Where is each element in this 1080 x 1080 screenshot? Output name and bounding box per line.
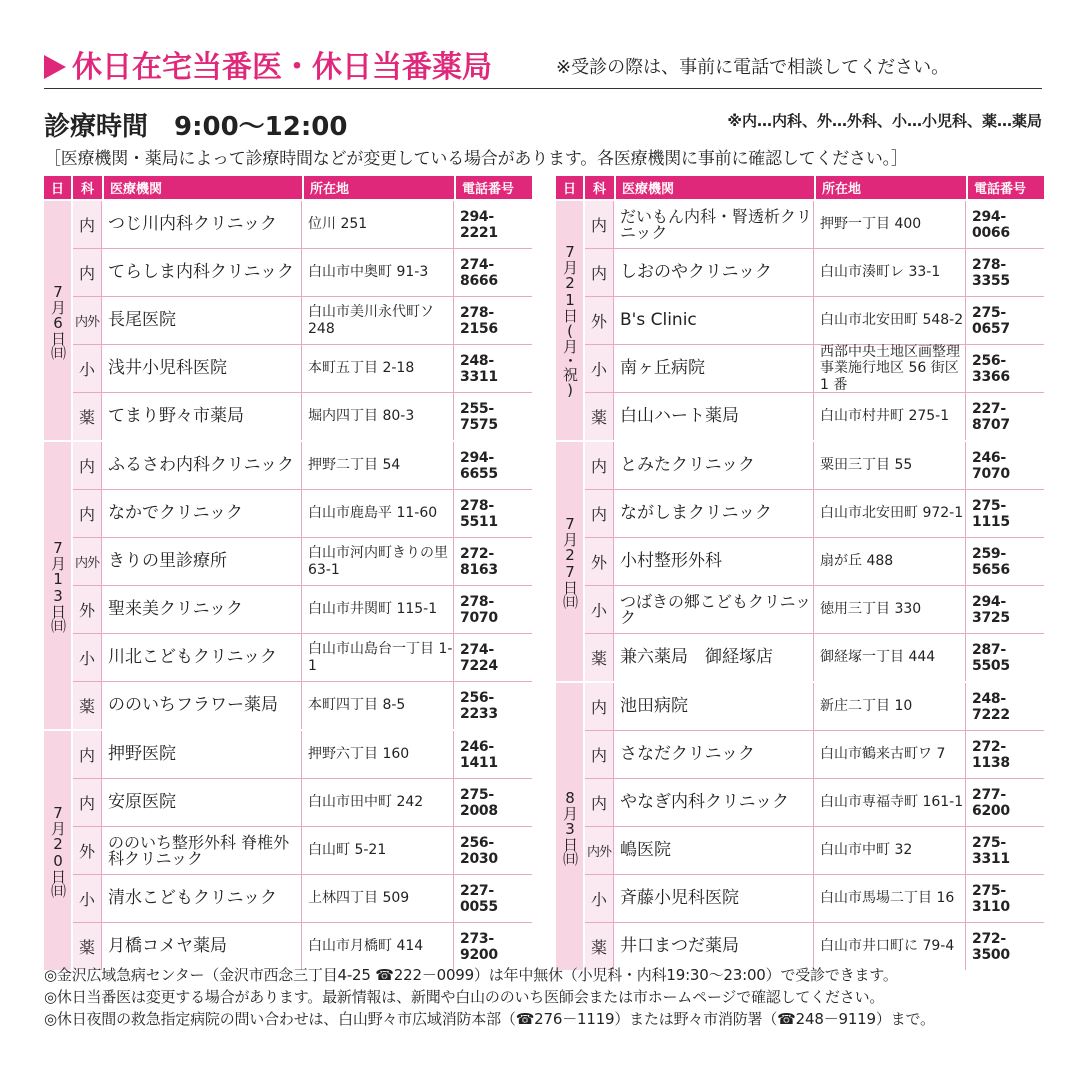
address-cell: 白山市馬場二丁目 16 — [814, 875, 966, 922]
phone-cell: 278-2156 — [460, 304, 498, 337]
institution-cell: つばきの郷こどもクリニック — [614, 586, 814, 633]
table-row — [73, 586, 532, 634]
day-group — [44, 729, 532, 970]
table-row — [585, 393, 1044, 440]
address-cell: 白山市井口町に 79-4 — [814, 923, 966, 970]
day-label: 7月27日㈰ — [561, 515, 579, 608]
institution-cell: だいもん内科・腎透析クリニック — [614, 201, 814, 248]
table-row — [73, 923, 532, 970]
table-row — [585, 683, 1044, 731]
day-cell — [556, 442, 583, 681]
address-cell: 白山市月橋町 414 — [302, 923, 454, 970]
address-cell: 白山町 5-21 — [302, 827, 454, 874]
day-rows — [73, 731, 532, 970]
department-cell: 内 — [585, 249, 614, 296]
table-row — [73, 875, 532, 923]
phone-cell: 246-1411 — [460, 738, 498, 771]
institution-cell: きりの里診療所 — [102, 538, 302, 585]
day-group — [556, 681, 1044, 970]
institution-cell: 押野医院 — [102, 731, 302, 778]
table-row — [585, 297, 1044, 345]
address-cell: 白山市井関町 115-1 — [302, 586, 454, 633]
phone-cell: 275-2008 — [460, 786, 498, 819]
department-cell: 内 — [73, 201, 102, 248]
schedule-table-left — [44, 176, 532, 970]
address-cell: 本町四丁目 8-5 — [302, 682, 454, 729]
table-row — [585, 586, 1044, 634]
address-cell: 徳用三丁目 330 — [814, 586, 966, 633]
phone-cell: 227-8707 — [972, 400, 1010, 433]
institution-cell: やなぎ内科クリニック — [614, 779, 814, 826]
address-cell: 白山市村井町 275-1 — [814, 393, 966, 440]
page-title — [44, 42, 492, 86]
abbreviation-legend: ※内…内科、外…外科、小…小児科、薬…薬局 — [727, 112, 1042, 130]
footer-note: ◎休日夜間の救急指定病院の問い合わせは、白山野々市広域消防本部（☎276－1119）または野々市消防署（☎248－9119）まで。 — [44, 1010, 935, 1028]
address-cell: 白山市鹿島平 11-60 — [302, 490, 454, 537]
department-cell: 薬 — [585, 393, 614, 440]
department-cell: 内 — [585, 779, 614, 826]
day-label: 7月21日(月・祝) — [561, 243, 579, 398]
phone-cell: 272-1138 — [972, 738, 1010, 771]
day-label: 7月20日㈰ — [49, 804, 67, 897]
header-address: 所在地 — [304, 176, 456, 199]
address-cell: 新庄二丁目 10 — [814, 683, 966, 730]
department-cell: 外 — [73, 586, 102, 633]
phone-cell: 227-0055 — [460, 882, 498, 915]
department-cell: 小 — [585, 875, 614, 922]
institution-cell: 浅井小児科医院 — [102, 345, 302, 392]
address-cell: 白山市北安田町 548-2 — [814, 297, 966, 344]
institution-cell: 南ヶ丘病院 — [614, 345, 814, 392]
consultation-hours: 診療時間 9:00〜12:00 — [44, 112, 348, 142]
department-cell: 外 — [585, 538, 614, 585]
table-row — [73, 682, 532, 729]
table-row — [73, 538, 532, 586]
address-cell: 粟田三丁目 55 — [814, 442, 966, 489]
phone-cell: 275-1115 — [972, 497, 1010, 530]
institution-cell: しおのやクリニック — [614, 249, 814, 296]
phone-cell: 274-7224 — [460, 641, 498, 674]
day-rows — [73, 442, 532, 729]
header-phone: 電話番号 — [456, 176, 532, 199]
header-day: 日 — [556, 176, 585, 199]
department-cell: 薬 — [73, 923, 102, 970]
institution-cell: ののいち整形外科 脊椎外科クリニック — [102, 827, 302, 874]
table-row — [73, 779, 532, 827]
department-cell: 薬 — [585, 923, 614, 970]
table-row — [73, 490, 532, 538]
notice-text: ［医療機関・薬局によって診療時間などが変更している場合があります。各医療機関に事前に確認してください。］ — [44, 149, 908, 169]
page-title-text: 休日在宅当番医・休日当番薬局 — [72, 50, 492, 85]
address-cell: 上林四丁目 509 — [302, 875, 454, 922]
header-dept: 科 — [73, 176, 104, 199]
day-group — [44, 440, 532, 729]
day-label: 7月6日㈰ — [49, 282, 67, 359]
phone-cell: 294-3725 — [972, 593, 1010, 626]
department-cell: 小 — [585, 586, 614, 633]
institution-cell: てまり野々市薬局 — [102, 393, 302, 440]
day-label: 7月13日㈰ — [49, 539, 67, 632]
table-row — [585, 201, 1044, 249]
phone-cell: 256-3366 — [972, 352, 1010, 385]
day-cell — [556, 683, 583, 970]
department-cell: 外 — [73, 827, 102, 874]
institution-cell: 井口まつだ薬局 — [614, 923, 814, 970]
address-cell: 扇が丘 488 — [814, 538, 966, 585]
address-cell: 白山市河内町きりの里 63-1 — [302, 538, 454, 585]
address-cell: 白山市田中町 242 — [302, 779, 454, 826]
phone-cell: 256-2030 — [460, 834, 498, 867]
page-header — [44, 38, 1042, 89]
phone-cell: 275-0657 — [972, 304, 1010, 337]
department-cell: 内 — [585, 442, 614, 489]
institution-cell: とみたクリニック — [614, 442, 814, 489]
department-cell: 薬 — [73, 393, 102, 440]
table-row — [73, 634, 532, 682]
address-cell: 白山市中町 32 — [814, 827, 966, 874]
table-row — [585, 345, 1044, 393]
department-cell: 小 — [585, 345, 614, 392]
phone-cell: 294-6655 — [460, 449, 498, 482]
phone-cell: 259-5656 — [972, 545, 1010, 578]
header-institution: 医療機関 — [616, 176, 816, 199]
department-cell: 内 — [73, 442, 102, 489]
department-cell: 内外 — [585, 827, 614, 874]
table-row — [585, 779, 1044, 827]
phone-cell: 277-6200 — [972, 786, 1010, 819]
institution-cell: てらしま内科クリニック — [102, 249, 302, 296]
day-rows — [73, 201, 532, 440]
phone-cell: 255-7575 — [460, 400, 498, 433]
table-row — [73, 393, 532, 440]
address-cell: 堀内四丁目 80-3 — [302, 393, 454, 440]
address-cell: 白山市湊町レ 33-1 — [814, 249, 966, 296]
phone-cell: 272-8163 — [460, 545, 498, 578]
phone-cell: 294-0066 — [972, 208, 1010, 241]
institution-cell: 長尾医院 — [102, 297, 302, 344]
day-rows — [585, 201, 1044, 440]
table-row — [585, 490, 1044, 538]
institution-cell: ふるさわ内科クリニック — [102, 442, 302, 489]
table-row — [585, 827, 1044, 875]
day-label: 8月3日㈰ — [561, 788, 579, 865]
day-group — [556, 199, 1044, 440]
day-group — [44, 199, 532, 440]
institution-cell: 月橋コメヤ薬局 — [102, 923, 302, 970]
table-row — [585, 634, 1044, 681]
table-row — [73, 731, 532, 779]
institution-cell: 池田病院 — [614, 683, 814, 730]
department-cell: 外 — [585, 297, 614, 344]
department-cell: 内 — [585, 683, 614, 730]
institution-cell: 清水こどもクリニック — [102, 875, 302, 922]
institution-cell: 嶋医院 — [614, 827, 814, 874]
address-cell: 押野六丁目 160 — [302, 731, 454, 778]
table-row — [585, 538, 1044, 586]
phone-cell: 274-8666 — [460, 256, 498, 289]
triangle-arrow-icon — [44, 55, 66, 79]
phone-cell: 287-5505 — [972, 641, 1010, 674]
table-row — [585, 731, 1044, 779]
table-header — [556, 176, 1044, 199]
institution-cell: 安原医院 — [102, 779, 302, 826]
institution-cell: 兼六薬局 御経塚店 — [614, 634, 814, 681]
address-cell: 押野一丁目 400 — [814, 201, 966, 248]
address-cell: 白山市山島台一丁目 1-1 — [302, 634, 454, 681]
table-row — [73, 442, 532, 490]
header-institution: 医療機関 — [104, 176, 304, 199]
address-cell: 白山市美川永代町ソ 248 — [302, 297, 454, 344]
address-cell: 押野二丁目 54 — [302, 442, 454, 489]
table-header — [44, 176, 532, 199]
institution-cell: B's Clinic — [614, 297, 814, 344]
table-row — [73, 345, 532, 393]
institution-cell: 小村整形外科 — [614, 538, 814, 585]
header-address: 所在地 — [816, 176, 968, 199]
phone-cell: 275-3110 — [972, 882, 1010, 915]
department-cell: 内 — [73, 779, 102, 826]
department-cell: 小 — [73, 634, 102, 681]
phone-cell: 248-7222 — [972, 690, 1010, 723]
address-cell: 白山市鶴来古町ワ 7 — [814, 731, 966, 778]
table-row — [73, 249, 532, 297]
institution-cell: ののいちフラワー薬局 — [102, 682, 302, 729]
institution-cell: つじ川内科クリニック — [102, 201, 302, 248]
address-cell: 白山市中奥町 91-3 — [302, 249, 454, 296]
footer-notes — [44, 964, 935, 1030]
address-cell: 白山市北安田町 972-1 — [814, 490, 966, 537]
phone-cell: 273-9200 — [460, 930, 498, 963]
department-cell: 内 — [73, 249, 102, 296]
department-cell: 内外 — [73, 297, 102, 344]
department-cell: 内 — [585, 201, 614, 248]
day-rows — [585, 442, 1044, 681]
table-row — [585, 875, 1044, 923]
department-cell: 内 — [73, 490, 102, 537]
footer-note: ◎金沢広域急病センター（金沢市西念三丁目4-25 ☎222－0099）は年中無休（小児科・内科19:30〜23:00）で受診できます。 — [44, 966, 898, 984]
department-cell: 内 — [585, 731, 614, 778]
day-cell — [44, 731, 71, 970]
department-cell: 小 — [73, 345, 102, 392]
phone-cell: 278-7070 — [460, 593, 498, 626]
day-cell — [44, 442, 71, 729]
department-cell: 薬 — [73, 682, 102, 729]
address-cell: 西部中央土地区画整理事業施行地区 56 街区 1 番 — [814, 345, 966, 392]
phone-cell: 256-2233 — [460, 689, 498, 722]
header-day: 日 — [44, 176, 73, 199]
day-rows — [585, 683, 1044, 970]
phone-cell: 278-5511 — [460, 497, 498, 530]
table-row — [73, 201, 532, 249]
table-row — [73, 297, 532, 345]
day-cell — [44, 201, 71, 440]
institution-cell: 白山ハート薬局 — [614, 393, 814, 440]
department-cell: 小 — [73, 875, 102, 922]
table-row — [585, 923, 1044, 970]
day-group — [556, 440, 1044, 681]
address-cell: 本町五丁目 2-18 — [302, 345, 454, 392]
phone-cell: 278-3355 — [972, 256, 1010, 289]
table-row — [585, 249, 1044, 297]
address-cell: 御経塚一丁目 444 — [814, 634, 966, 681]
header-phone: 電話番号 — [968, 176, 1044, 199]
header-note: ※受診の際は、事前に電話で相談してください。 — [556, 57, 950, 78]
institution-cell: ながしまクリニック — [614, 490, 814, 537]
institution-cell: なかでクリニック — [102, 490, 302, 537]
phone-cell: 275-3311 — [972, 834, 1010, 867]
footer-note: ◎休日当番医は変更する場合があります。最新情報は、新聞や白山ののいち医師会または市ホームページで確認してください。 — [44, 988, 885, 1006]
department-cell: 内 — [73, 731, 102, 778]
department-cell: 内 — [585, 490, 614, 537]
phone-cell: 248-3311 — [460, 352, 498, 385]
phone-cell: 246-7070 — [972, 449, 1010, 482]
address-cell: 白山市専福寺町 161-1 — [814, 779, 966, 826]
phone-cell: 294-2221 — [460, 208, 498, 241]
schedule-table-right — [556, 176, 1044, 970]
institution-cell: さなだクリニック — [614, 731, 814, 778]
department-cell: 薬 — [585, 634, 614, 681]
institution-cell: 川北こどもクリニック — [102, 634, 302, 681]
phone-cell: 272-3500 — [972, 930, 1010, 963]
day-cell — [556, 201, 583, 440]
address-cell: 位川 251 — [302, 201, 454, 248]
institution-cell: 斉藤小児科医院 — [614, 875, 814, 922]
table-row — [73, 827, 532, 875]
institution-cell: 聖来美クリニック — [102, 586, 302, 633]
table-row — [585, 442, 1044, 490]
department-cell: 内外 — [73, 538, 102, 585]
header-dept: 科 — [585, 176, 616, 199]
